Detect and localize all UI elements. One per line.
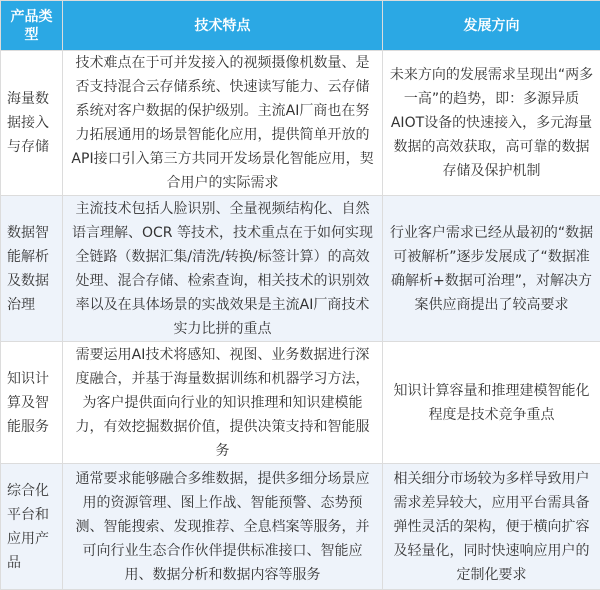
direction-cell: 未来方向的发展需求呈现出“两多一高”的趋势，即：多源异质AIOT设备的快速接入，多元海量数据的高效获取，高可靠的数据存储及保护机制 [383, 51, 600, 196]
product-type-cell: 数据智能解析及数据治理 [1, 196, 63, 342]
direction-cell: 知识计算容量和推理建模智能化程度是技术竞争重点 [383, 342, 600, 464]
header-product-type: 产品类型 [1, 1, 63, 51]
features-cell: 主流技术包括人脸识别、全量视频结构化、自然语言理解、OCR 等技术，技术重点在于如何实现全链路（数据汇集/清洗/转换/标签计算）的高效处理、混合存储、检索查询，相关技术的识别效率以及在具体场景的实战效果是主流AI厂商技术实力比拼的重点 [63, 196, 383, 342]
table-row [1, 464, 600, 590]
product-type-cell: 综合化平台和应用产品 [1, 464, 63, 590]
features-cell: 需要运用AI技术将感知、视图、业务数据进行深度融合，并基于海量数据训练和机器学习方法，为客户提供面向行业的知识推理和知识建模能力，有效挖掘数据价值，提供决策支持和智能服务 [63, 342, 383, 464]
product-type-cell: 海量数据接入与存储 [1, 51, 63, 196]
header-direction: 发展方向 [383, 1, 600, 51]
features-cell: 技术难点在于可并发接入的视频摄像机数量、是否支持混合云存储系统、快速读写能力、云存储系统对客户数据的保护级别。主流AI厂商也在努力拓展通用的场景智能化应用，提供简单开放的API接口引入第三方共同开发场景化智能应用，契合用户的实际需求 [63, 51, 383, 196]
table-row [1, 342, 600, 464]
direction-cell: 行业客户需求已经从最初的“数据可被解析”逐步发展成了“数据准确解析+数据可治理”，对解决方案供应商提出了较高要求 [383, 196, 600, 342]
table-header-row [1, 1, 600, 51]
header-tech-features: 技术特点 [63, 1, 383, 51]
direction-cell: 相关细分市场较为多样导致用户需求差异较大，应用平台需具备弹性灵活的架构，便于横向扩容及轻量化，同时快速响应用户的定制化要求 [383, 464, 600, 590]
table-row [1, 51, 600, 196]
product-type-cell: 知识计算及智能服务 [1, 342, 63, 464]
table-row [1, 196, 600, 342]
features-cell: 通常要求能够融合多维数据，提供多细分场景应用的资源管理、图上作战、智能预警、态势预测、智能搜索、发现推荐、全息档案等服务，并可向行业生态合作伙伴提供标准接口、智能应用、数据分析和数据内容等服务 [63, 464, 383, 590]
